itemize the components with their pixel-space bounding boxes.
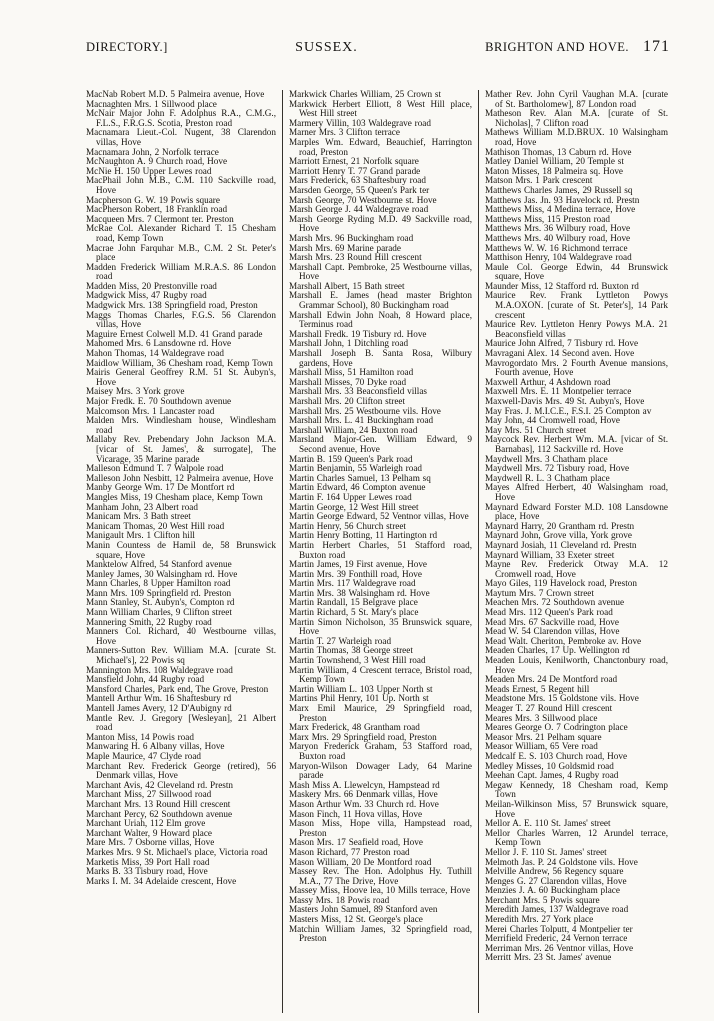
directory-entry: Matheson Rev. Alan M.A. [curate of St. Nicholas], 7 Clifton road — [485, 108, 668, 128]
directory-entry: Meehan Capt. James, 4 Rugby road — [485, 770, 619, 781]
directory-entry: Matthews Jas. Jn. 93 Havelock rd. Prestn — [485, 194, 640, 205]
directory-entry: Mayo Giles, 119 Havelock road, Preston — [485, 578, 637, 589]
directory-entry: Maule Col. George Edwin, 44 Brunswick square, Hove — [485, 261, 668, 282]
directory-entry: Marsh George Ryding M.D. 49 Sackville road, Hove — [289, 213, 472, 234]
directory-entry: MacPhail John M.B., C.M. 110 Sackville road, Hove — [86, 175, 276, 195]
directory-entry: Mead Walt. Cheriton, Pembroke av. Hove — [485, 635, 642, 646]
directory-columns — [86, 90, 670, 1013]
directory-entry: Marshall Miss, 51 Hamilton road — [289, 367, 414, 378]
directory-entry: Maydwell Mrs. 72 Tisbury road, Hove — [485, 463, 630, 474]
directory-entry: Melmoth Jas. P. 24 Goldstone vils. Hove — [485, 856, 638, 867]
directory-entry: May John, 44 Cromwell road, Hove — [485, 415, 620, 426]
directory-entry: Mason Miss, Hope villa, Hampstead road, Preston — [289, 818, 472, 838]
directory-entry: Marshall Edwin John Noah, 8 Howard place, Terminus road — [289, 309, 472, 330]
directory-entry: Marshall Mrs. 33 Beaconsfield villas — [289, 386, 428, 397]
directory-entry: Marshall Mrs. 25 Westbourne vils. Hove — [289, 405, 441, 416]
directory-entry: Merritt Mrs. 23 St. James' avenue — [485, 952, 612, 963]
directory-entry: Mantell Arthur Wm. 16 Shaftesbury rd — [86, 693, 232, 704]
directory-entry: Mead Mrs. 67 Sackville road, Hove — [485, 616, 619, 627]
directory-entry: Martin Townshend, 3 West Hill road — [289, 655, 426, 666]
directory-entry: Mann Mrs. 109 Springfield rd. Preston — [86, 587, 232, 598]
page-number: 171 — [643, 38, 670, 55]
directory-entry: Mellor Charles Warren, 12 Arundel terrace, Kemp Town — [485, 827, 668, 848]
directory-entry: Martin Simon Nicholson, 35 Brunswick square, Hove — [289, 616, 472, 637]
directory-entry: McRae Col. Alexander Richard T. 15 Chesham road, Kemp Town — [86, 223, 276, 243]
directory-entry: Mannering Smith, 22 Rugby road — [86, 616, 212, 627]
directory-entry: Martin F. 164 Upper Lewes road — [289, 491, 412, 502]
directory-entry: Marples Wm. Edward, Beauchief, Harrington road, Preston — [289, 136, 472, 157]
directory-entry: Meaden Louis, Kenilworth, Chanctonbury road, Hove — [485, 655, 668, 675]
directory-entry: Manton Miss, 14 Powis road — [86, 731, 194, 742]
running-header-left: DIRECTORY.] — [86, 40, 168, 54]
directory-entry: Manktelow Alfred, 54 Stanford avenue — [86, 559, 232, 570]
directory-entry: Markes Mrs. 9 St. Michael's place, Victoria road — [86, 846, 268, 857]
directory-entry: May Fras. J. M.I.C.E., F.S.I. 25 Compton av — [485, 405, 652, 416]
running-header-section: BRIGHTON AND HOVE. — [485, 40, 629, 54]
directory-entry: Mason William, 20 De Montford road — [289, 856, 432, 867]
directory-entry: Maurice Rev. Lyttleton Henry Powys M.A. 21 Beaconsfield villas — [485, 319, 668, 339]
directory-entry: Malleson Edmund T. 7 Walpole road — [86, 463, 224, 474]
directory-entry: Melville Andrew, 56 Regency square — [485, 866, 624, 877]
directory-entry: Meredith Mrs. 27 York place — [485, 914, 594, 925]
directory-entry: Matthews Miss, 4 Medina terrace, Hove — [485, 204, 636, 215]
directory-entry: Macnamara Lieut.-Col. Nugent, 38 Clarendon villas, Hove — [86, 127, 276, 147]
directory-entry: Marshall Capt. Pembroke, 25 Westbourne villas, Hove — [289, 261, 472, 282]
directory-entry: Maynard Harry, 20 Grantham rd. Prestn — [485, 520, 635, 531]
directory-entry: Mavragani Alex. 14 Second aven. Hove — [485, 348, 635, 359]
directory-column-3 — [478, 90, 668, 1013]
directory-entry: Manicam Mrs. 3 Bath street — [86, 511, 191, 522]
directory-entry: Manigault Mrs. 1 Clifton hill — [86, 530, 195, 541]
directory-entry: Meaden Mrs. 24 De Montford road — [485, 674, 618, 685]
directory-entry: Marner Mrs. 3 Clifton terrace — [289, 127, 400, 138]
directory-entry: Mairis General Geoffrey R.M. 51 St. Aubyn's, Hove — [86, 367, 276, 387]
directory-entry: McNie H. 150 Upper Lewes road — [86, 165, 212, 176]
directory-entry: Marshall John, 1 Ditchling road — [289, 338, 409, 349]
directory-column-2 — [282, 90, 472, 1013]
directory-entry: Mare Mrs. 7 Osborne villas, Hove — [86, 837, 215, 848]
directory-entry: Merrifield Frederic, 24 Vernon terrace — [485, 933, 628, 944]
directory-entry: Marriott Henry T. 77 Grand parade — [289, 165, 421, 176]
directory-entry: Meager T. 27 Round Hill crescent — [485, 703, 613, 713]
directory-entry: Manners-Sutton Rev. William M.A. [curate St. Michael's], 22 Powis sq — [86, 645, 276, 666]
directory-entry: Manwaring H. 6 Albany villas, Hove — [86, 741, 225, 752]
directory-entry: Maytum Mrs. 7 Crown street — [485, 587, 594, 598]
directory-entry: Maydwell R. L. 3 Chatham place — [485, 472, 610, 483]
directory-entry: Marriott Ernest, 21 Norfolk square — [289, 156, 419, 167]
directory-entry: Marx Mrs. 29 Springfield road, Preston — [289, 731, 437, 742]
directory-entry: Matthews W. W. 16 Richmond terrace — [485, 242, 628, 253]
directory-entry: Maxwell-Davis Mrs. 49 St. Aubyn's, Hove — [485, 396, 645, 406]
directory-entry: Martin Mrs. 38 Walsingham rd. Hove — [289, 587, 430, 598]
directory-entry: Menzies J. A. 60 Buckingham place — [485, 885, 620, 896]
directory-entry: Martins Phil Henry, 101 Up. North st — [289, 693, 429, 704]
directory-entry: Matley Daniel William, 20 Temple st — [485, 156, 624, 167]
directory-entry: Mansford Charles, Park end, The Grove, Preston — [86, 683, 269, 694]
directory-entry: Massey Rev. The Hon. Adolphus Hy. Tuthill M.A., 77 The Drive, Hove — [289, 866, 472, 886]
directory-entry: Martin Henry, 56 Church street — [289, 520, 406, 531]
directory-entry: Maryon Frederick Graham, 53 Stafford road, Buxton road — [289, 741, 472, 761]
directory-entry: Martin B. 159 Queen's Park road — [289, 453, 413, 464]
directory-entry: Martin William, 4 Crescent terrace, Bristol road, Kemp Town — [289, 664, 472, 685]
directory-entry: Mason Mrs. 17 Seafield road, Hove — [289, 837, 423, 848]
directory-entry: Maisey Mrs. 3 York grove — [86, 386, 185, 397]
running-header-right — [485, 38, 670, 56]
directory-entry: Medley Misses, 10 Goldsmid road — [485, 760, 614, 771]
directory-entry: Manley James, 30 Walsingham rd. Hove — [86, 568, 238, 579]
directory-entry: Mathews William M.D.BRUX. 10 Walsingham road, Hove — [485, 127, 668, 147]
directory-entry: Madden Miss, 20 Prestonville road — [86, 280, 217, 291]
directory-entry: Marshall Mrs. 20 Clifton street — [289, 396, 406, 406]
directory-entry: Mars Frederick, 63 Shaftesbury road — [289, 175, 426, 186]
directory-entry: Masters John Samuel, 89 Stanford aven — [289, 904, 438, 915]
directory-entry: Marks I. M. 34 Adelaide crescent, Hove — [86, 875, 237, 886]
directory-entry: Maurice John Alfred, 7 Tisbury rd. Hove — [485, 338, 639, 349]
directory-entry: Merriman Mrs. 26 Ventnor villas, Hove — [485, 942, 634, 953]
directory-entry: Maynard Edward Forster M.D. 108 Lansdowne place, Hove — [485, 501, 668, 522]
directory-entry: Menges G. 27 Clarendon villas, Hove — [485, 875, 627, 886]
directory-entry: Meares George O. 7 Codrington place — [485, 722, 628, 733]
directory-entry: Marx Emil Maurice, 29 Springfield road, Preston — [289, 703, 472, 723]
directory-entry: Martin Mrs. 117 Waldegrave road — [289, 578, 416, 589]
directory-entry: Markwick Herbert Elliott, 8 West Hill place, West Hill street — [289, 98, 472, 119]
directory-entry: Marchant Miss, 27 Sillwood road — [86, 789, 212, 800]
directory-entry: Marchant Mrs. 13 Round Hill crescent — [86, 798, 231, 809]
directory-entry: Marmery Villin, 103 Waldegrave road — [289, 117, 431, 128]
directory-entry: Manby George Wm. 17 De Montfort rd — [86, 482, 235, 493]
directory-entry: Martin George, 12 West Hill street — [289, 501, 419, 512]
directory-entry: Mansfield John, 44 Rugby road — [86, 674, 205, 685]
directory-entry: Macpherson G. W. 19 Powis square — [86, 194, 220, 205]
directory-entry: Mantle Rev. J. Gregory [Wesleyan], 21 Albert road — [86, 712, 276, 733]
directory-entry: Marsh Mrs. 96 Buckingham road — [289, 232, 414, 243]
directory-entry: Martin George Edward, 52 Ventnor villas, Hove — [289, 511, 469, 522]
directory-entry: Maunder Miss, 12 Stafford rd. Buxton rd — [485, 280, 639, 291]
directory-entry: Martin Randall, 15 Belgrave place — [289, 597, 418, 608]
directory-entry: Megaw Kennedy, 18 Chesham road, Kemp Town — [485, 779, 668, 800]
directory-entry: Mathison Thomas, 13 Caburn rd. Hove — [485, 146, 632, 157]
directory-entry: Mellor J. F. 110 St. James' street — [485, 846, 607, 857]
directory-entry: Matthison Henry, 104 Waldegrave road — [485, 252, 632, 263]
directory-entry: Mavrogordato Mrs. 2 Fourth Avenue mansions, Fourth avenue, Hove — [485, 357, 668, 378]
directory-entry: Maxwell Arthur, 4 Ashdown road — [485, 376, 611, 387]
directory-entry: Maggs Thomas Charles, F.G.S. 56 Clarendon villas, Hove — [86, 309, 276, 330]
directory-entry: Meachen Mrs. 72 Southdown avenue — [485, 597, 625, 608]
directory-entry: Mann Charles, 8 Upper Hamilton road — [86, 578, 231, 589]
directory-entry: Manin Countess de Hamil de, 58 Brunswick square, Hove — [86, 539, 276, 560]
directory-entry: Malcomson Mrs. 1 Lancaster road — [86, 405, 215, 416]
directory-entry: Meares Mrs. 3 Sillwood place — [485, 712, 598, 723]
directory-entry: Mannington Mrs. 108 Waldegrave road — [86, 664, 233, 675]
directory-entry: Martin Thomas, 38 George street — [289, 645, 413, 656]
directory-entry: Marsh Mrs. 69 Marine parade — [289, 242, 401, 253]
directory-entry: Manicam Thomas, 20 West Hill road — [86, 520, 225, 531]
directory-entry: Massey Miss, Hoove lea, 10 Mills terrace, Hove — [289, 885, 471, 896]
directory-entry: Medcalf E. S. 103 Church road, Hove — [485, 750, 628, 761]
directory-entry: Mason Arthur Wm. 33 Church rd. Hove — [289, 798, 439, 809]
directory-entry: Mantell James Avery, 12 D'Aubigny rd — [86, 703, 232, 713]
directory-entry: Maple Maurice, 47 Clyde road — [86, 750, 202, 761]
directory-entry: Marketis Miss, 39 Port Hall road — [86, 856, 210, 867]
directory-entry: Marchant Avis, 42 Cleveland rd. Prestn — [86, 779, 234, 790]
directory-entry: Meadstone Mrs. 15 Goldstone vils. Hove — [485, 693, 639, 704]
directory-entry: Matthews Charles James, 29 Russell sq — [485, 184, 633, 195]
directory-entry: Mellor A. E. 110 St. James' street — [485, 818, 611, 829]
directory-entry: Martin Henry Botting, 11 Hartington rd — [289, 530, 438, 541]
directory-entry: Matthews Mrs. 36 Wilbury road, Hove — [485, 223, 631, 234]
directory-entry: Maguire Ernest Colwell M.D. 41 Grand parade — [86, 328, 263, 339]
directory-entry: Marshall William, 24 Buxton road — [289, 424, 418, 435]
directory-entry: Mahomed Mrs. 6 Lansdowne rd. Hove — [86, 338, 232, 349]
directory-entry: Marsh George, 70 Westbourne st. Hove — [289, 194, 437, 205]
directory-entry: McNaughton A. 9 Church road, Hove — [86, 156, 228, 167]
directory-entry: Mallaby Rev. Prebendary John Jackson M.A. [vicar of St. James', & surrogate], The Vicarage, 35 Marine parade — [86, 434, 276, 464]
directory-entry: Maynard William, 33 Exeter street — [485, 549, 615, 560]
directory-entry: Meredith James, 137 Waldegrave road — [485, 904, 629, 915]
directory-entry: Measor Mrs. 21 Pelham square — [485, 731, 602, 742]
directory-entry: Maidlow William, 36 Chesham road, Kemp Town — [86, 357, 273, 368]
directory-entry: Maynard Josiah, 11 Cleveland rd. Prestn — [485, 539, 637, 550]
directory-entry: Macqueen Mrs. 7 Clermont ter. Preston — [86, 213, 234, 224]
directory-entry: Marshall E. James (head master Brighton Grammar School), 80 Buckingham road — [289, 290, 472, 311]
directory-entry: Mason Richard, 77 Preston road — [289, 846, 410, 857]
directory-entry: Marx Frederick, 48 Grantham road — [289, 722, 420, 733]
directory-entry: Mason Finch, 11 Hova villas, Hove — [289, 808, 423, 819]
directory-entry: Macrae John Farquhar M.B., C.M. 2 St. Peter's place — [86, 242, 276, 263]
directory-entry: May Mrs. 51 Church street — [485, 424, 587, 435]
directory-entry: McNair Major John F. Adolphus R.A., C.M.G., F.L.S., F.R.G.S. Scotia, Preston road — [86, 108, 276, 128]
directory-entry: Marchant Walter, 9 Howard place — [86, 827, 212, 838]
directory-entry: Martin James, 19 First avenue, Hove — [289, 559, 427, 570]
directory-entry: Matthews Mrs. 40 Wilbury road, Hove — [485, 232, 631, 243]
directory-entry: Martin Benjamin, 55 Warleigh road — [289, 463, 423, 474]
directory-entry: Maryon-Wilson Dowager Lady, 64 Marine parade — [289, 760, 472, 781]
directory-entry: Maskery Mrs. 66 Denmark villas, Hove — [289, 789, 438, 800]
directory-entry: Matchin William James, 32 Springfield road, Preston — [289, 923, 472, 944]
directory-entry: MacPherson Robert, 18 Franklin road — [86, 204, 228, 215]
directory-entry: Masters Miss, 12 St. George's place — [289, 914, 423, 925]
directory-entry: Meilan-Wilkinson Miss, 57 Brunswick square, Hove — [485, 798, 668, 819]
directory-entry: Marchant Percy, 62 Southdown avenue — [86, 808, 233, 819]
directory-entry: Manners Col. Richard, 40 Westbourne villas, Hove — [86, 626, 276, 646]
directory-entry: Martin Charles Samuel, 13 Pelham sq — [289, 472, 431, 483]
directory-entry: Malleson John Nesbitt, 12 Palmeira avenue, Hove — [86, 472, 274, 483]
directory-entry: Martin Edward, 46 Compton avenue — [289, 482, 426, 493]
directory-entry: Martin Richard, 5 St. Mary's place — [289, 607, 419, 618]
directory-entry: Manham John, 23 Albert road — [86, 501, 198, 512]
directory-entry: Maycock Rev. Herbert Wm. M.A. [vicar of St. Barnabas], 112 Sackville rd. Hove — [485, 434, 668, 454]
directory-entry: Madgwick Miss, 47 Rugby road — [86, 290, 207, 301]
directory-entry: Marsh Mrs. 23 Round Hill crescent — [289, 252, 422, 263]
directory-entry: Merei Charles Tolputt, 4 Montpelier ter — [485, 923, 633, 934]
directory-entry: Marshall Fredk. 19 Tisbury rd. Hove — [289, 328, 427, 339]
directory-entry: Maxwell Mrs. E. 11 Montpelier terrace — [485, 386, 632, 397]
directory-entry: Martin Herbert Charles, 51 Stafford road, Buxton road — [289, 539, 472, 560]
directory-entry: Mann William Charles, 9 Clifton street — [86, 607, 232, 618]
directory-entry: Marks B. 33 Tisbury road, Hove — [86, 866, 208, 877]
directory-entry: Madden Frederick William M.R.A.S. 86 London road — [86, 261, 276, 282]
directory-entry: Marshall Albert, 15 Bath street — [289, 280, 405, 291]
directory-entry: Marchant Uriah, 112 Elm grove — [86, 818, 206, 829]
directory-entry: Marshall Joseph B. Santa Rosa, Wilbury gardens, Hove — [289, 348, 472, 368]
directory-entry: Mayne Rev. Frederick Otway M.A. 12 Cromwell road, Hove — [485, 559, 668, 579]
directory-entry: Maynard John, Grove villa, York grove — [485, 530, 632, 541]
directory-entry: Marsland Major-Gen. William Edward, 9 Second avenue, Hove — [289, 434, 472, 454]
directory-entry: Mead W. 54 Clarendon villas, Hove — [485, 626, 620, 637]
directory-entry: Maurice Rev. Frank Lyttleton Powys M.A.OXON. [curate of St. Peter's], 14 Park crescent — [485, 290, 668, 320]
directory-entry: Mash Miss A. Llewelcyn, Hampstead rd — [289, 779, 440, 790]
directory-entry: Mahon Thomas, 14 Waldegrave road — [86, 348, 224, 359]
directory-entry: Matthews Miss, 115 Preston road — [485, 213, 610, 224]
directory-entry: Massy Mrs. 18 Powis road — [289, 894, 390, 905]
directory-entry: Martin Mrs. 39 Fonthill road, Hove — [289, 568, 422, 579]
directory-entry: Marsden George, 55 Queen's Park ter — [289, 184, 430, 195]
directory-entry: Maydwell Mrs. 3 Chatham place — [485, 453, 608, 464]
directory-entry: Matson Mrs. 1 Park crescent — [485, 175, 593, 186]
directory-entry: Maton Misses, 18 Palmeira sq. Hove — [485, 165, 624, 176]
directory-entry: Mangles Miss, 19 Chesham place, Kemp Town — [86, 491, 263, 502]
directory-entry: Madgwick Mrs. 138 Springfield road, Preston — [86, 300, 258, 311]
directory-entry: Mann Stanley, St. Aubyn's, Compton rd — [86, 597, 235, 608]
directory-entry: Malden Mrs. Windlesham house, Windlesham road — [86, 415, 276, 435]
directory-entry: Major Fredk. E. 70 Southdown avenue — [86, 396, 232, 406]
directory-entry: Mayes Alfred Herbert, 40 Walsingham road, Hove — [485, 482, 668, 502]
running-header-title: SUSSEX. — [295, 40, 358, 55]
directory-entry: Martin William L. 103 Upper North st — [289, 683, 433, 694]
directory-entry: Marshall Mrs. L. 41 Buckingham road — [289, 415, 434, 426]
directory-entry: Marshall Misses, 70 Dyke road — [289, 376, 407, 387]
directory-entry: Meads Ernest, 5 Regent hill — [485, 683, 590, 694]
directory-entry: Marsh George J. 44 Waldegrave road — [289, 204, 429, 215]
directory-entry: Marchant Rev. Frederick George (retired), 56 Denmark villas, Hove — [86, 760, 276, 781]
directory-entry: MacNab Robert M.D. 5 Palmeira avenue, Hove — [86, 90, 265, 99]
directory-entry: Martin T. 27 Warleigh road — [289, 635, 392, 646]
directory-entry: Macnaghten Mrs. 1 Sillwood place — [86, 98, 217, 109]
running-header — [86, 38, 670, 56]
directory-column-1 — [86, 90, 276, 1013]
directory-entry: Merchant Mrs. 5 Powis square — [485, 894, 600, 905]
directory-entry: Mather Rev. John Cyril Vaughan M.A. [curate of St. Bartholomew], 87 London road — [485, 90, 668, 109]
directory-entry: Measor William, 65 Vere road — [485, 741, 598, 752]
directory-entry: Markwick Charles William, 25 Crown st — [289, 90, 442, 99]
directory-entry: Macnamara John, 2 Norfolk terrace — [86, 146, 219, 157]
directory-entry: Mead Mrs. 112 Queen's Park road — [485, 607, 613, 618]
directory-entry: Meaden Charles, 17 Up. Wellington rd — [485, 645, 630, 656]
